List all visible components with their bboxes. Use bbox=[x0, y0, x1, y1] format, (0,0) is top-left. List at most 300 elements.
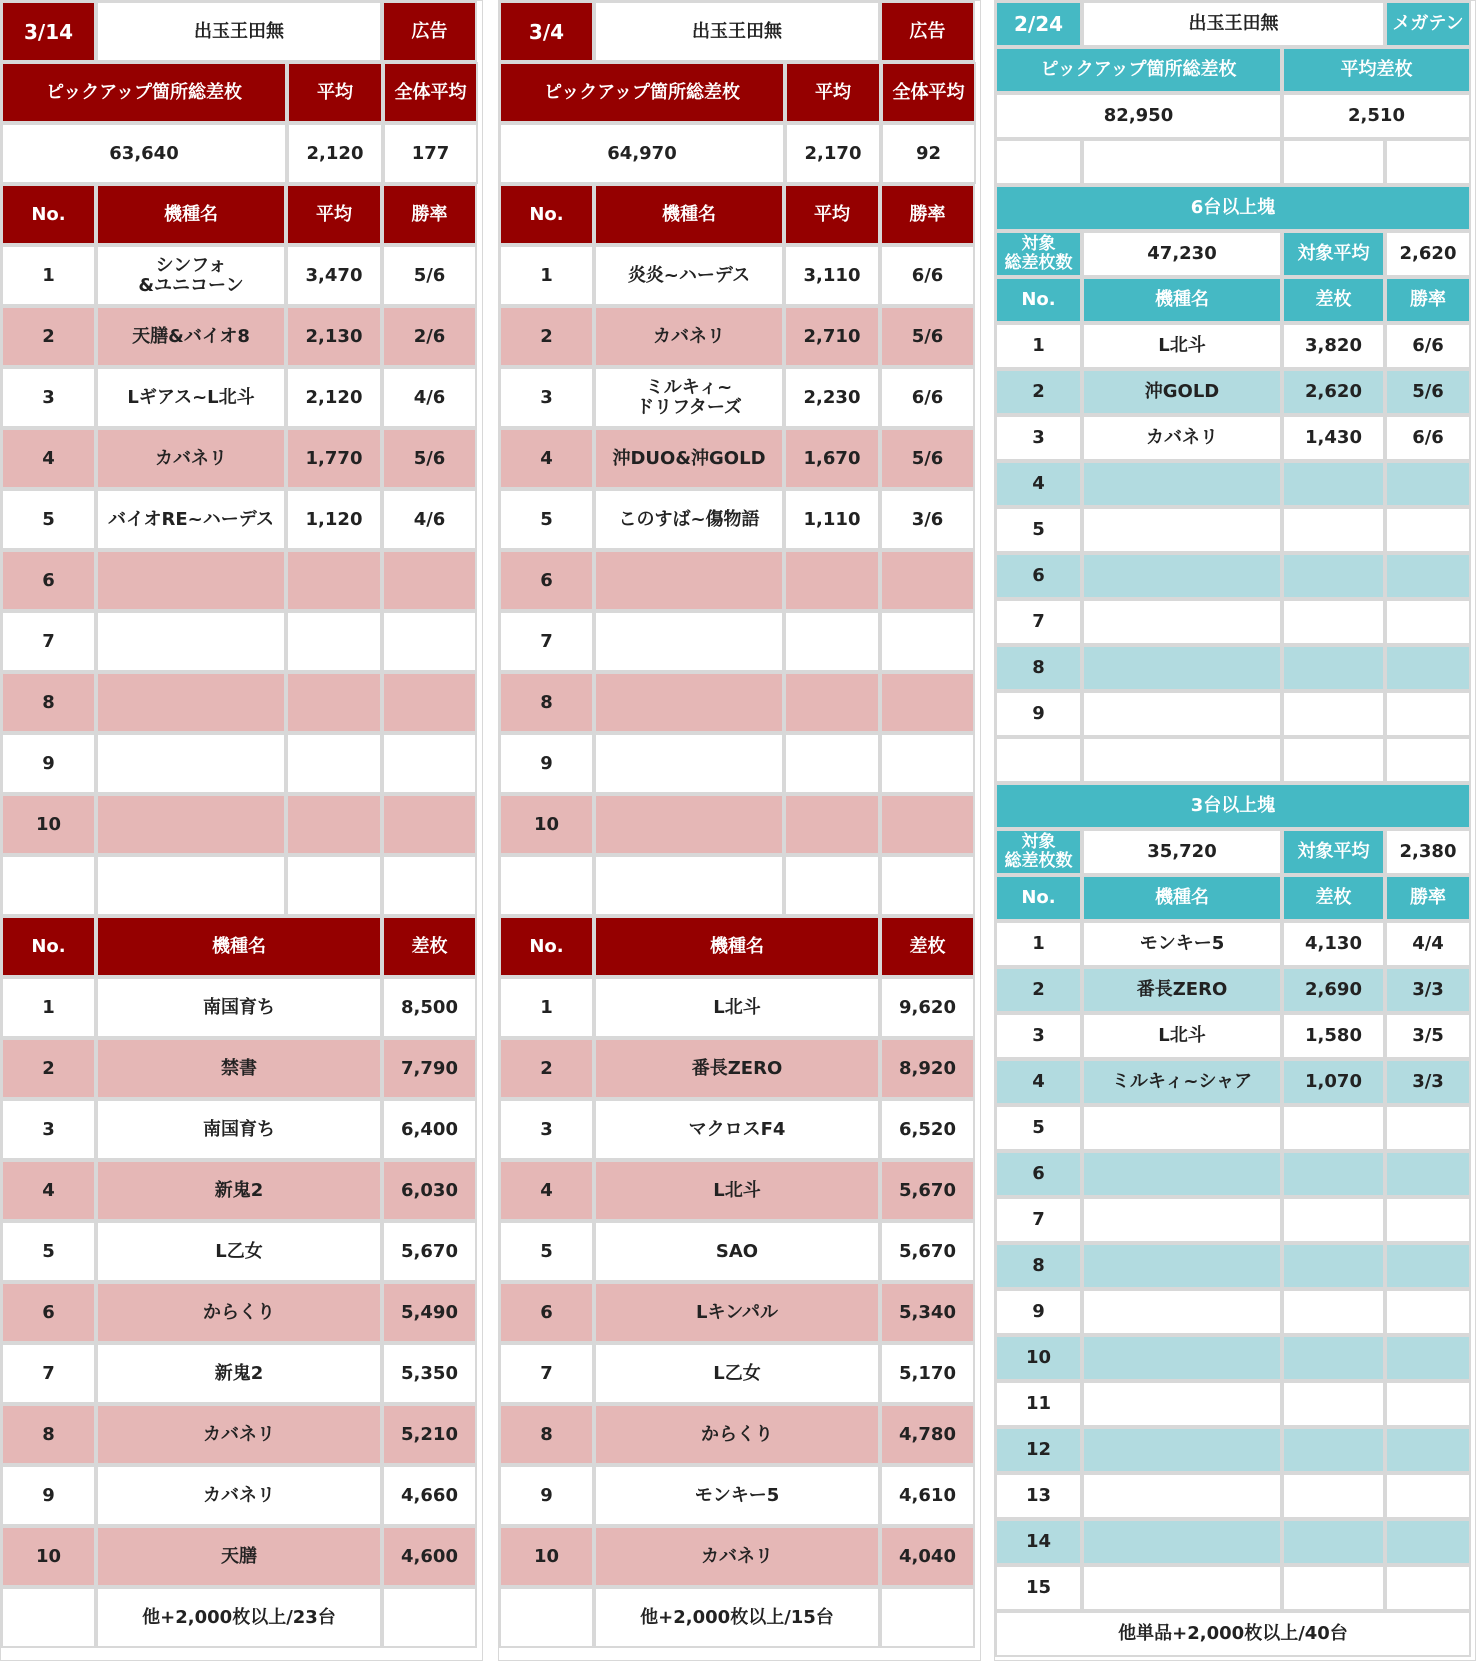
ranking-table bbox=[499, 977, 980, 1587]
machine-name bbox=[96, 733, 286, 794]
row-value: 6,030 bbox=[382, 1160, 477, 1221]
summary-header-row bbox=[995, 47, 1475, 93]
machine-name: L北斗 bbox=[594, 977, 880, 1038]
machine-name: 天膳&バイオ8 bbox=[96, 306, 286, 367]
table-row bbox=[499, 733, 980, 794]
table-row bbox=[499, 1221, 980, 1282]
table-row bbox=[995, 1427, 1475, 1473]
column-header: 機種名 bbox=[594, 184, 784, 245]
row-value bbox=[1385, 461, 1471, 507]
column-header: 勝率 bbox=[1385, 277, 1471, 323]
column-header: 勝率 bbox=[382, 184, 477, 245]
row-value: 4/6 bbox=[382, 367, 477, 428]
row-number: 3 bbox=[499, 367, 594, 428]
summary-header: 平均 bbox=[785, 62, 881, 123]
row-number: 2 bbox=[499, 1038, 594, 1099]
row-number: 10 bbox=[1, 794, 96, 855]
machine-name bbox=[1082, 1335, 1282, 1381]
summary-average: 2,170 bbox=[785, 123, 881, 184]
machine-name: 南国育ち bbox=[96, 1099, 382, 1160]
row-value bbox=[784, 794, 880, 855]
row-value bbox=[1282, 1381, 1385, 1427]
summary-total: 64,970 bbox=[499, 123, 785, 184]
row-value: 7,790 bbox=[382, 1038, 477, 1099]
row-number: 6 bbox=[995, 553, 1082, 599]
machine-name: モンキー5 bbox=[1082, 921, 1282, 967]
table-row bbox=[995, 1381, 1475, 1427]
row-number: 5 bbox=[995, 1105, 1082, 1151]
table-row bbox=[1, 855, 482, 916]
group-header-row bbox=[995, 875, 1475, 921]
machine-name bbox=[594, 672, 784, 733]
row-number: 5 bbox=[499, 489, 594, 550]
row-number bbox=[499, 855, 594, 916]
machine-name: 沖GOLD bbox=[1082, 369, 1282, 415]
date-label: 3/14 bbox=[1, 1, 96, 62]
machine-name: からくり bbox=[96, 1282, 382, 1343]
row-number: 6 bbox=[1, 1282, 96, 1343]
machine-name: L乙女 bbox=[96, 1221, 382, 1282]
machine-name bbox=[1082, 645, 1282, 691]
table-row bbox=[1, 611, 482, 672]
column-header: 平均 bbox=[784, 184, 880, 245]
ranking-header-row bbox=[1, 916, 482, 977]
blank-cell bbox=[995, 737, 1082, 783]
group-title-row bbox=[995, 783, 1475, 829]
column-header: 機種名 bbox=[96, 184, 286, 245]
row-number: 4 bbox=[995, 1059, 1082, 1105]
three-unit-table bbox=[995, 921, 1475, 1611]
row-value: 2,710 bbox=[784, 306, 880, 367]
blank-cell bbox=[1385, 139, 1471, 185]
machine-name bbox=[1082, 1473, 1282, 1519]
table-row bbox=[1, 245, 482, 306]
table-row bbox=[995, 507, 1475, 553]
table-row bbox=[499, 1465, 980, 1526]
row-value: 6,400 bbox=[382, 1099, 477, 1160]
footer-note: 他+2,000枚以上/23台 bbox=[96, 1587, 382, 1648]
machine-name: カバネリ bbox=[594, 306, 784, 367]
column-header: 勝率 bbox=[1385, 875, 1471, 921]
row-number: 6 bbox=[499, 550, 594, 611]
row-number: 10 bbox=[995, 1335, 1082, 1381]
row-number: 8 bbox=[1, 672, 96, 733]
table-row bbox=[1, 733, 482, 794]
group-header-row bbox=[995, 277, 1475, 323]
row-number: 7 bbox=[499, 611, 594, 672]
machine-name: 新鬼2 bbox=[96, 1160, 382, 1221]
row-value bbox=[880, 550, 975, 611]
row-value: 4,040 bbox=[880, 1526, 975, 1587]
row-number: 2 bbox=[1, 306, 96, 367]
column-header: 差枚 bbox=[1282, 277, 1385, 323]
row-number: 1 bbox=[995, 921, 1082, 967]
machine-name: ミルキィ~ ドリフターズ bbox=[594, 367, 784, 428]
row-value: 5/6 bbox=[880, 428, 975, 489]
row-value bbox=[1282, 691, 1385, 737]
row-value: 4,780 bbox=[880, 1404, 975, 1465]
table-row bbox=[995, 1197, 1475, 1243]
summary-average: 2,510 bbox=[1282, 93, 1471, 139]
group-title: 6台以上塊 bbox=[995, 185, 1471, 231]
row-value: 6/6 bbox=[880, 245, 975, 306]
row-value: 1,430 bbox=[1282, 415, 1385, 461]
panel-header bbox=[499, 1, 980, 62]
pickup-table bbox=[1, 245, 482, 916]
machine-name: L北斗 bbox=[594, 1160, 880, 1221]
row-value: 6/6 bbox=[880, 367, 975, 428]
row-value bbox=[1385, 553, 1471, 599]
row-value bbox=[286, 672, 382, 733]
table-row bbox=[995, 1151, 1475, 1197]
column-header: No. bbox=[1, 916, 96, 977]
row-value: 5,350 bbox=[382, 1343, 477, 1404]
row-number: 4 bbox=[1, 1160, 96, 1221]
row-number: 5 bbox=[499, 1221, 594, 1282]
machine-name bbox=[1082, 691, 1282, 737]
row-value bbox=[1282, 1197, 1385, 1243]
blank-cell bbox=[995, 139, 1082, 185]
row-value bbox=[1282, 1151, 1385, 1197]
blank-cell bbox=[1282, 139, 1385, 185]
row-value: 3,110 bbox=[784, 245, 880, 306]
row-value bbox=[382, 550, 477, 611]
column-header: No. bbox=[499, 184, 594, 245]
summary-header: 平均差枚 bbox=[1282, 47, 1471, 93]
table-row bbox=[1, 550, 482, 611]
table-row bbox=[1, 367, 482, 428]
target-average-label: 対象平均 bbox=[1282, 231, 1385, 277]
row-value bbox=[382, 855, 477, 916]
machine-name bbox=[96, 611, 286, 672]
machine-name: ミルキィ~シャア bbox=[1082, 1059, 1282, 1105]
table-row bbox=[1, 1221, 482, 1282]
row-value bbox=[1385, 691, 1471, 737]
row-value: 4,660 bbox=[382, 1465, 477, 1526]
target-total-value: 35,720 bbox=[1082, 829, 1282, 875]
row-value bbox=[1282, 1427, 1385, 1473]
machine-name: L北斗 bbox=[1082, 323, 1282, 369]
row-value bbox=[1282, 1565, 1385, 1611]
row-value bbox=[880, 794, 975, 855]
summary-header: 全体平均 bbox=[881, 62, 976, 123]
machine-name: 番長ZERO bbox=[594, 1038, 880, 1099]
table-row bbox=[1, 1282, 482, 1343]
row-value: 2,230 bbox=[784, 367, 880, 428]
machine-name bbox=[594, 794, 784, 855]
row-number: 9 bbox=[499, 1465, 594, 1526]
table-row bbox=[995, 1289, 1475, 1335]
row-value bbox=[784, 672, 880, 733]
row-value bbox=[286, 794, 382, 855]
panel-3-4 bbox=[498, 0, 981, 1661]
column-header: 機種名 bbox=[594, 916, 880, 977]
row-value: 6/6 bbox=[1385, 415, 1471, 461]
summary-value-row bbox=[1, 123, 482, 184]
machine-name: シンフォ &ユニコーン bbox=[96, 245, 286, 306]
table-row bbox=[1, 1465, 482, 1526]
table-row bbox=[499, 977, 980, 1038]
machine-name: 天膳 bbox=[96, 1526, 382, 1587]
column-header: 勝率 bbox=[880, 184, 975, 245]
table-row bbox=[995, 1473, 1475, 1519]
row-number: 9 bbox=[995, 1289, 1082, 1335]
machine-name bbox=[1082, 1197, 1282, 1243]
table-row bbox=[995, 1059, 1475, 1105]
tag-label: 広告 bbox=[382, 1, 477, 62]
row-value bbox=[880, 672, 975, 733]
table-row bbox=[499, 1160, 980, 1221]
machine-name bbox=[594, 611, 784, 672]
row-value bbox=[1385, 599, 1471, 645]
column-header: 機種名 bbox=[96, 916, 382, 977]
row-value: 6,520 bbox=[880, 1099, 975, 1160]
table-row bbox=[499, 794, 980, 855]
table-row bbox=[1, 977, 482, 1038]
row-value bbox=[1282, 1335, 1385, 1381]
summary-header: ピックアップ箇所総差枚 bbox=[499, 62, 785, 123]
machine-name bbox=[594, 855, 784, 916]
machine-name: 沖DUO&沖GOLD bbox=[594, 428, 784, 489]
table-row bbox=[995, 1105, 1475, 1151]
summary-header: ピックアップ箇所総差枚 bbox=[1, 62, 287, 123]
machine-name bbox=[96, 855, 286, 916]
row-value bbox=[880, 611, 975, 672]
machine-name bbox=[1082, 507, 1282, 553]
panel-2-24 bbox=[994, 0, 1476, 1661]
footer-note: 他+2,000枚以上/15台 bbox=[594, 1587, 880, 1648]
row-number: 4 bbox=[499, 428, 594, 489]
table-row bbox=[995, 691, 1475, 737]
row-number: 3 bbox=[1, 1099, 96, 1160]
row-number: 8 bbox=[1, 1404, 96, 1465]
machine-name bbox=[1082, 1565, 1282, 1611]
column-header: 差枚 bbox=[382, 916, 477, 977]
row-value: 5,490 bbox=[382, 1282, 477, 1343]
blank-cell bbox=[1082, 737, 1282, 783]
group-title-row bbox=[995, 185, 1475, 231]
summary-header-row bbox=[1, 62, 482, 123]
row-number bbox=[1, 855, 96, 916]
row-value: 2,690 bbox=[1282, 967, 1385, 1013]
summary-header-row bbox=[499, 62, 980, 123]
table-row bbox=[499, 1343, 980, 1404]
row-number: 6 bbox=[995, 1151, 1082, 1197]
group-summary-row bbox=[995, 829, 1475, 875]
row-value bbox=[1282, 461, 1385, 507]
row-value bbox=[784, 855, 880, 916]
row-value bbox=[382, 794, 477, 855]
footer-row bbox=[995, 1611, 1475, 1657]
footer-blank bbox=[499, 1587, 594, 1648]
table-row bbox=[995, 323, 1475, 369]
summary-header: 全体平均 bbox=[383, 62, 478, 123]
table-row bbox=[499, 1099, 980, 1160]
machine-name bbox=[1082, 599, 1282, 645]
row-value bbox=[1385, 1381, 1471, 1427]
row-value bbox=[1282, 553, 1385, 599]
row-number: 7 bbox=[995, 1197, 1082, 1243]
row-number: 8 bbox=[995, 1243, 1082, 1289]
table-row bbox=[1, 428, 482, 489]
summary-total: 63,640 bbox=[1, 123, 287, 184]
row-number: 9 bbox=[995, 691, 1082, 737]
machine-name bbox=[1082, 1289, 1282, 1335]
machine-name: 南国育ち bbox=[96, 977, 382, 1038]
row-value bbox=[382, 733, 477, 794]
summary-value-row bbox=[499, 123, 980, 184]
row-value: 4,130 bbox=[1282, 921, 1385, 967]
row-value: 8,500 bbox=[382, 977, 477, 1038]
row-value bbox=[1385, 1519, 1471, 1565]
row-value bbox=[880, 733, 975, 794]
machine-name bbox=[1082, 1151, 1282, 1197]
row-value bbox=[1282, 1105, 1385, 1151]
machine-name: カバネリ bbox=[96, 1465, 382, 1526]
row-value: 4/4 bbox=[1385, 921, 1471, 967]
ranking-table bbox=[1, 977, 482, 1587]
machine-name: L北斗 bbox=[1082, 1013, 1282, 1059]
column-header: No. bbox=[499, 916, 594, 977]
row-number: 4 bbox=[499, 1160, 594, 1221]
machine-name: からくり bbox=[594, 1404, 880, 1465]
summary-header: ピックアップ箇所総差枚 bbox=[995, 47, 1282, 93]
row-number: 4 bbox=[995, 461, 1082, 507]
row-value bbox=[1385, 1565, 1471, 1611]
row-value: 5,340 bbox=[880, 1282, 975, 1343]
row-value: 2,120 bbox=[286, 367, 382, 428]
row-value bbox=[1282, 507, 1385, 553]
table-row bbox=[995, 1335, 1475, 1381]
row-number: 9 bbox=[1, 1465, 96, 1526]
machine-name: Lギアス~L北斗 bbox=[96, 367, 286, 428]
row-number: 3 bbox=[995, 415, 1082, 461]
six-unit-table bbox=[995, 323, 1475, 737]
row-number: 1 bbox=[1, 245, 96, 306]
row-number: 7 bbox=[995, 599, 1082, 645]
column-header: 差枚 bbox=[1282, 875, 1385, 921]
row-number: 12 bbox=[995, 1427, 1082, 1473]
table-row bbox=[995, 1565, 1475, 1611]
group-summary-row bbox=[995, 231, 1475, 277]
tag-label: メガテン bbox=[1385, 1, 1471, 47]
row-number: 3 bbox=[499, 1099, 594, 1160]
date-label: 2/24 bbox=[995, 1, 1082, 47]
row-value bbox=[1385, 1105, 1471, 1151]
machine-name: モンキー5 bbox=[594, 1465, 880, 1526]
row-number: 5 bbox=[995, 507, 1082, 553]
table-row bbox=[995, 1013, 1475, 1059]
row-number: 1 bbox=[499, 977, 594, 1038]
machine-name: カバネリ bbox=[594, 1526, 880, 1587]
target-average-label: 対象平均 bbox=[1282, 829, 1385, 875]
group-title: 3台以上塊 bbox=[995, 783, 1471, 829]
row-value bbox=[1282, 1289, 1385, 1335]
row-number: 8 bbox=[499, 1404, 594, 1465]
machine-name: カバネリ bbox=[96, 428, 286, 489]
row-number: 9 bbox=[1, 733, 96, 794]
row-value bbox=[382, 672, 477, 733]
row-value bbox=[1385, 1243, 1471, 1289]
table-row bbox=[995, 415, 1475, 461]
row-value bbox=[1385, 1151, 1471, 1197]
row-value: 3/3 bbox=[1385, 1059, 1471, 1105]
machine-name bbox=[1082, 461, 1282, 507]
row-value: 5,670 bbox=[880, 1160, 975, 1221]
row-value bbox=[1385, 1335, 1471, 1381]
row-value bbox=[382, 611, 477, 672]
row-value: 3/6 bbox=[880, 489, 975, 550]
row-number: 5 bbox=[1, 1221, 96, 1282]
table-row bbox=[499, 1404, 980, 1465]
table-row bbox=[1, 1404, 482, 1465]
footer-blank bbox=[1, 1587, 96, 1648]
column-header: 差枚 bbox=[880, 916, 975, 977]
machine-name: バイオRE~ハーデス bbox=[96, 489, 286, 550]
date-label: 3/4 bbox=[499, 1, 594, 62]
machine-name bbox=[594, 550, 784, 611]
row-number: 3 bbox=[1, 367, 96, 428]
row-value bbox=[784, 733, 880, 794]
table-row bbox=[995, 369, 1475, 415]
table-row bbox=[1, 794, 482, 855]
table-row bbox=[995, 921, 1475, 967]
row-number: 6 bbox=[499, 1282, 594, 1343]
row-value bbox=[1282, 1519, 1385, 1565]
table-row bbox=[995, 599, 1475, 645]
tag-label: 広告 bbox=[880, 1, 975, 62]
column-header: 機種名 bbox=[1082, 277, 1282, 323]
blank-cell bbox=[1282, 737, 1385, 783]
row-value bbox=[1282, 1473, 1385, 1519]
row-value: 3,820 bbox=[1282, 323, 1385, 369]
machine-name bbox=[1082, 553, 1282, 599]
row-value: 5/6 bbox=[382, 245, 477, 306]
table-row bbox=[995, 553, 1475, 599]
store-name: 出玉王田無 bbox=[96, 1, 382, 62]
row-value: 5,170 bbox=[880, 1343, 975, 1404]
table-row bbox=[499, 672, 980, 733]
row-value bbox=[1282, 599, 1385, 645]
row-value bbox=[1282, 1243, 1385, 1289]
table-row bbox=[1, 1038, 482, 1099]
table-row bbox=[499, 855, 980, 916]
pickup-header-row bbox=[1, 184, 482, 245]
column-header: No. bbox=[995, 875, 1082, 921]
row-value bbox=[1385, 1473, 1471, 1519]
row-value: 4,600 bbox=[382, 1526, 477, 1587]
row-value bbox=[784, 550, 880, 611]
row-value: 1,120 bbox=[286, 489, 382, 550]
row-number: 4 bbox=[1, 428, 96, 489]
row-number: 9 bbox=[499, 733, 594, 794]
table-row bbox=[995, 1519, 1475, 1565]
row-value: 1,070 bbox=[1282, 1059, 1385, 1105]
row-number: 1 bbox=[499, 245, 594, 306]
target-average-value: 2,620 bbox=[1385, 231, 1471, 277]
table-row bbox=[1, 489, 482, 550]
table-row bbox=[499, 306, 980, 367]
footer-note: 他単品+2,000枚以上/40台 bbox=[995, 1611, 1471, 1657]
column-header: No. bbox=[1, 184, 96, 245]
row-number: 8 bbox=[995, 645, 1082, 691]
row-value bbox=[1385, 1427, 1471, 1473]
machine-name: 炎炎~ハーデス bbox=[594, 245, 784, 306]
row-value: 5/6 bbox=[382, 428, 477, 489]
row-value bbox=[286, 733, 382, 794]
row-number: 7 bbox=[1, 611, 96, 672]
row-value: 2,620 bbox=[1282, 369, 1385, 415]
